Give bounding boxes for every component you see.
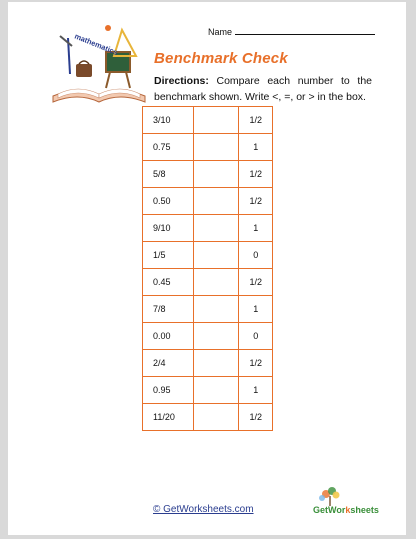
- number-cell: 9/10: [143, 215, 194, 242]
- table-row: [143, 377, 273, 404]
- number-cell: 0.50: [143, 188, 194, 215]
- number-cell: 0.45: [143, 269, 194, 296]
- directions-text: Compare each number to the benchmark shown. Write <, =, or > in the box.: [154, 75, 372, 103]
- table-row: [143, 323, 273, 350]
- answer-box[interactable]: [193, 242, 239, 269]
- name-label: Name: [208, 27, 233, 37]
- benchmark-cell: 1/2: [239, 269, 273, 296]
- number-cell: 1/5: [143, 242, 194, 269]
- benchmark-cell: 1/2: [239, 107, 273, 134]
- number-cell: 0.75: [143, 134, 194, 161]
- number-cell: 11/20: [143, 404, 194, 431]
- answer-box[interactable]: [193, 215, 239, 242]
- benchmark-cell: 1: [239, 296, 273, 323]
- math-books-illustration: [48, 16, 150, 106]
- answer-box[interactable]: [193, 161, 239, 188]
- answer-box[interactable]: [193, 404, 239, 431]
- table-row: [143, 161, 273, 188]
- table-row: [143, 215, 273, 242]
- benchmark-cell: 1/2: [239, 404, 273, 431]
- answer-box[interactable]: [193, 323, 239, 350]
- number-cell: 2/4: [143, 350, 194, 377]
- page-title: Benchmark Check: [154, 50, 288, 67]
- benchmark-cell: 0: [239, 242, 273, 269]
- logo-wordmark: GetWorksheets: [313, 505, 379, 515]
- benchmark-cell: 1/2: [239, 350, 273, 377]
- table-row: [143, 242, 273, 269]
- worksheet-page: [8, 2, 406, 535]
- answer-box[interactable]: [193, 269, 239, 296]
- table-row: [143, 350, 273, 377]
- number-cell: 3/10: [143, 107, 194, 134]
- benchmark-cell: 1: [239, 215, 273, 242]
- number-cell: 5/8: [143, 161, 194, 188]
- benchmark-cell: 1: [239, 377, 273, 404]
- answer-box[interactable]: [193, 377, 239, 404]
- table-row: [143, 296, 273, 323]
- table-row: [143, 107, 273, 134]
- name-field: [208, 26, 375, 37]
- benchmark-cell: 1/2: [239, 188, 273, 215]
- benchmark-cell: 0: [239, 323, 273, 350]
- answer-box[interactable]: [193, 134, 239, 161]
- directions-label: Directions:: [154, 75, 209, 87]
- number-cell: 0.95: [143, 377, 194, 404]
- directions: [154, 73, 372, 105]
- name-blank-line: [235, 26, 375, 35]
- table-row: [143, 404, 273, 431]
- illustration-word: mathematics: [73, 31, 120, 58]
- table-row: [143, 134, 273, 161]
- answer-box[interactable]: [193, 188, 239, 215]
- answer-box[interactable]: [193, 296, 239, 323]
- footer-link[interactable]: © GetWorksheets.com: [153, 504, 254, 515]
- benchmark-cell: 1/2: [239, 161, 273, 188]
- benchmark-cell: 1: [239, 134, 273, 161]
- table-row: [143, 269, 273, 296]
- answer-box[interactable]: [193, 107, 239, 134]
- answer-box[interactable]: [193, 350, 239, 377]
- number-cell: 7/8: [143, 296, 194, 323]
- benchmark-table: [142, 106, 273, 431]
- number-cell: 0.00: [143, 323, 194, 350]
- table-row: [143, 188, 273, 215]
